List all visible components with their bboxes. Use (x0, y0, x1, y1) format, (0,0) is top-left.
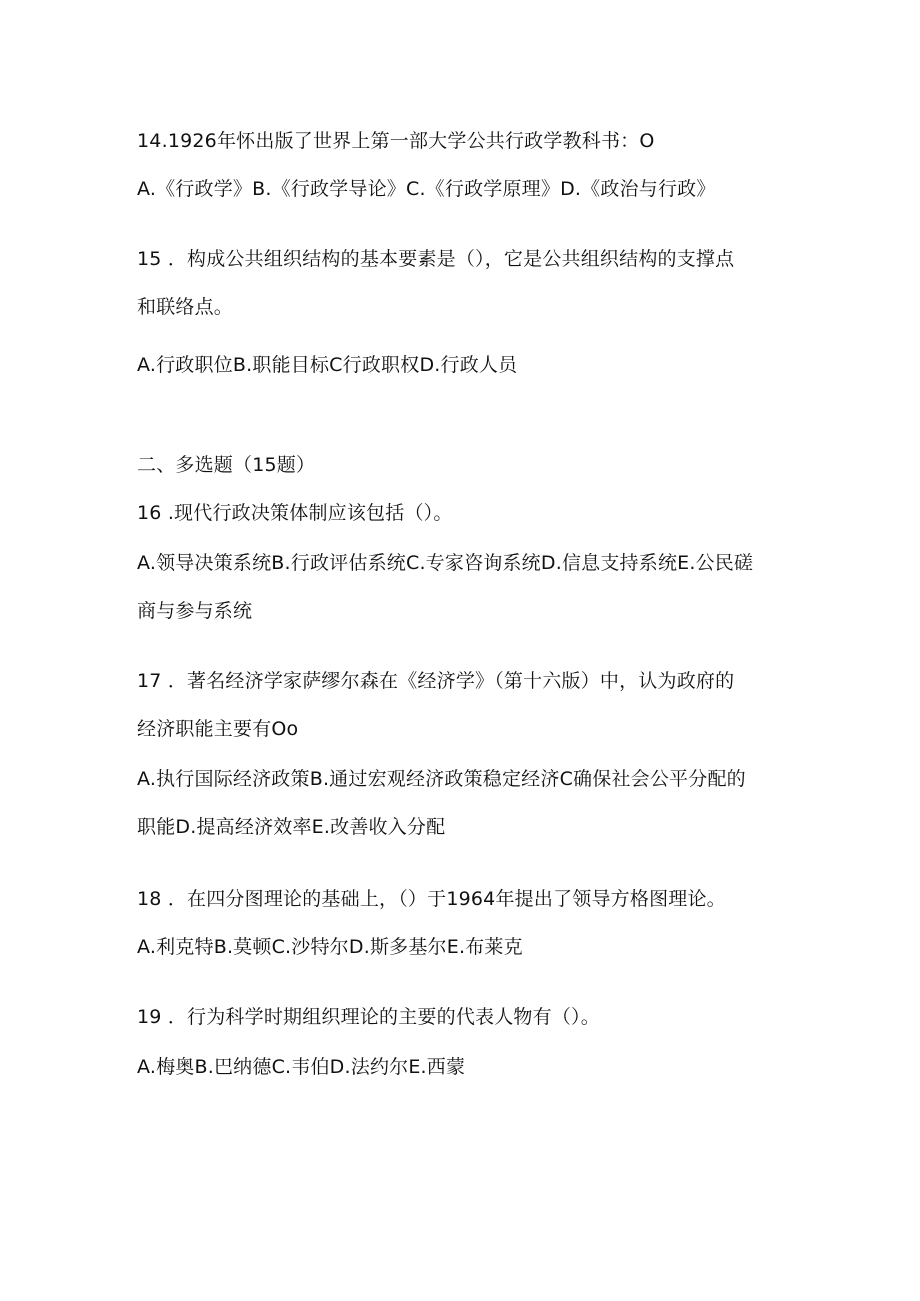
question-16-text: 16 .现代行政决策体制应该包括（）。 (137, 502, 453, 524)
question-19-options: A.梅奥B.巴纳德C.韦伯D.法约尔E.西蒙 (137, 1056, 466, 1078)
question-17-text-line1: 17 ．著名经济学家萨缪尔森在《经济学》（第十六版）中，认为政府的 (137, 670, 735, 692)
question-17-options-line2: 职能D.提高经济效率E.改善收入分配 (137, 816, 446, 838)
question-16-options-line2: 商与参与系统 (137, 600, 253, 622)
question-14-options: A.《行政学》B.《行政学导论》C.《行政学原理》D.《政治与行政》 (137, 178, 716, 200)
question-17-text-line2: 经济职能主要有Oo (137, 718, 299, 740)
question-15-options: A.行政职位B.职能目标C行政职权D.行政人员 (137, 354, 518, 376)
question-18-options: A.利克特B.莫顿C.沙特尔D.斯多基尔E.布莱克 (137, 936, 523, 958)
question-16-options-line1: A.领导决策系统B.行政评估系统C.专家咨询系统D.信息支持系统E.公民磋 (137, 552, 754, 574)
question-15-text-line1: 15 ．构成公共组织结构的基本要素是（），它是公共组织结构的支撑点 (137, 248, 735, 270)
question-19-text: 19 ．行为科学时期组织理论的主要的代表人物有（）。 (137, 1006, 600, 1028)
question-14-text: 14.1926年怀出版了世界上第一部大学公共行政学教科书：O (137, 130, 655, 152)
question-18-text: 18 ．在四分图理论的基础上，（）于1964年提出了领导方格图理论。 (137, 888, 726, 910)
section-heading-multiple-choice: 二、多选题（15题） (137, 454, 316, 476)
question-17-options-line1: A.执行国际经济政策B.通过宏观经济政策稳定经济C确保社会公平分配的 (137, 768, 746, 790)
question-15-text-line2: 和联络点。 (137, 296, 234, 318)
